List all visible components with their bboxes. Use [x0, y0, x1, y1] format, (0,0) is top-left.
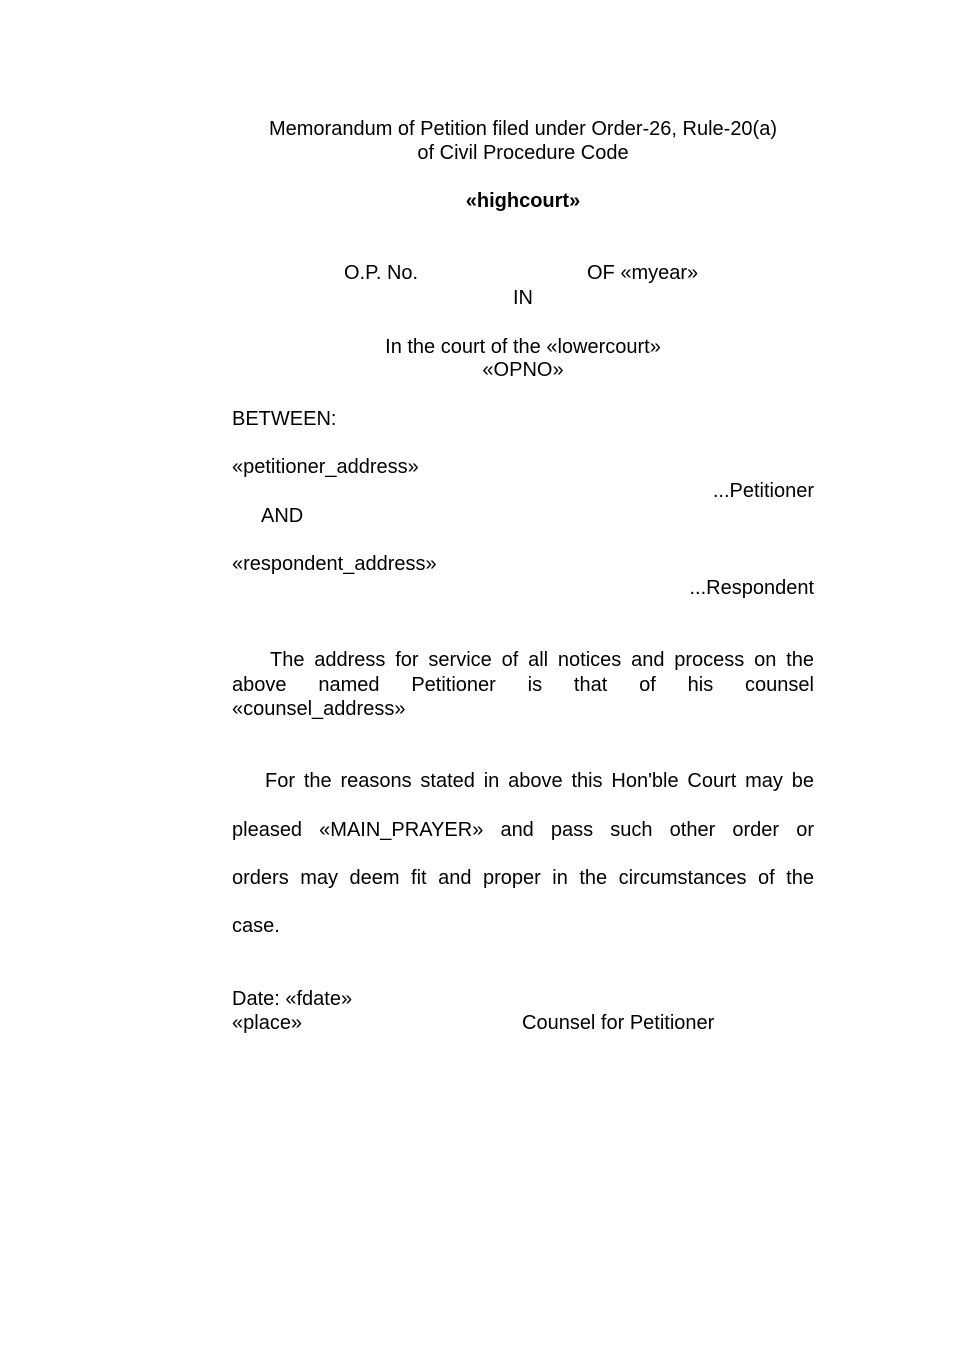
service-paragraph-line-2: above named Petitioner is that of his counsel [232, 674, 814, 696]
petitioner-label: ...Petitioner [712, 480, 814, 502]
lower-court-line: In the court of the «lowercourt» [385, 336, 661, 358]
respondent-label: ...Respondent [689, 577, 814, 599]
counsel-signature-label: Counsel for Petitioner [522, 1012, 715, 1034]
service-paragraph-line-1: The address for service of all notices and process on the [270, 649, 814, 671]
respondent-address: «respondent_address» [232, 553, 437, 575]
between-label: BETWEEN: [232, 408, 337, 430]
lower-court-opno: «OPNO» [482, 359, 564, 381]
op-in-label: IN [513, 287, 533, 309]
op-number-label: O.P. No. [344, 262, 419, 284]
op-year: OF «myear» [587, 262, 699, 284]
counsel-address: «counsel_address» [232, 698, 406, 720]
place-field: «place» [232, 1012, 303, 1034]
date-field: Date: «fdate» [232, 988, 353, 1010]
and-label: AND [261, 505, 304, 527]
petitioner-address: «petitioner_address» [232, 456, 419, 478]
prayer-paragraph-line-2: pleased «MAIN_PRAYER» and pass such other order or [232, 819, 814, 841]
prayer-paragraph-line-1: For the reasons stated in above this Hon'ble Court may be [265, 770, 814, 792]
prayer-paragraph-line-4: case. [232, 915, 280, 937]
high-court-name: «highcourt» [465, 190, 581, 212]
prayer-paragraph-line-3: orders may deem fit and proper in the circumstances of the [232, 867, 814, 889]
heading-line-2: of Civil Procedure Code [417, 142, 629, 164]
heading-line-1: Memorandum of Petition filed under Order-26, Rule-20(a) [268, 118, 778, 140]
